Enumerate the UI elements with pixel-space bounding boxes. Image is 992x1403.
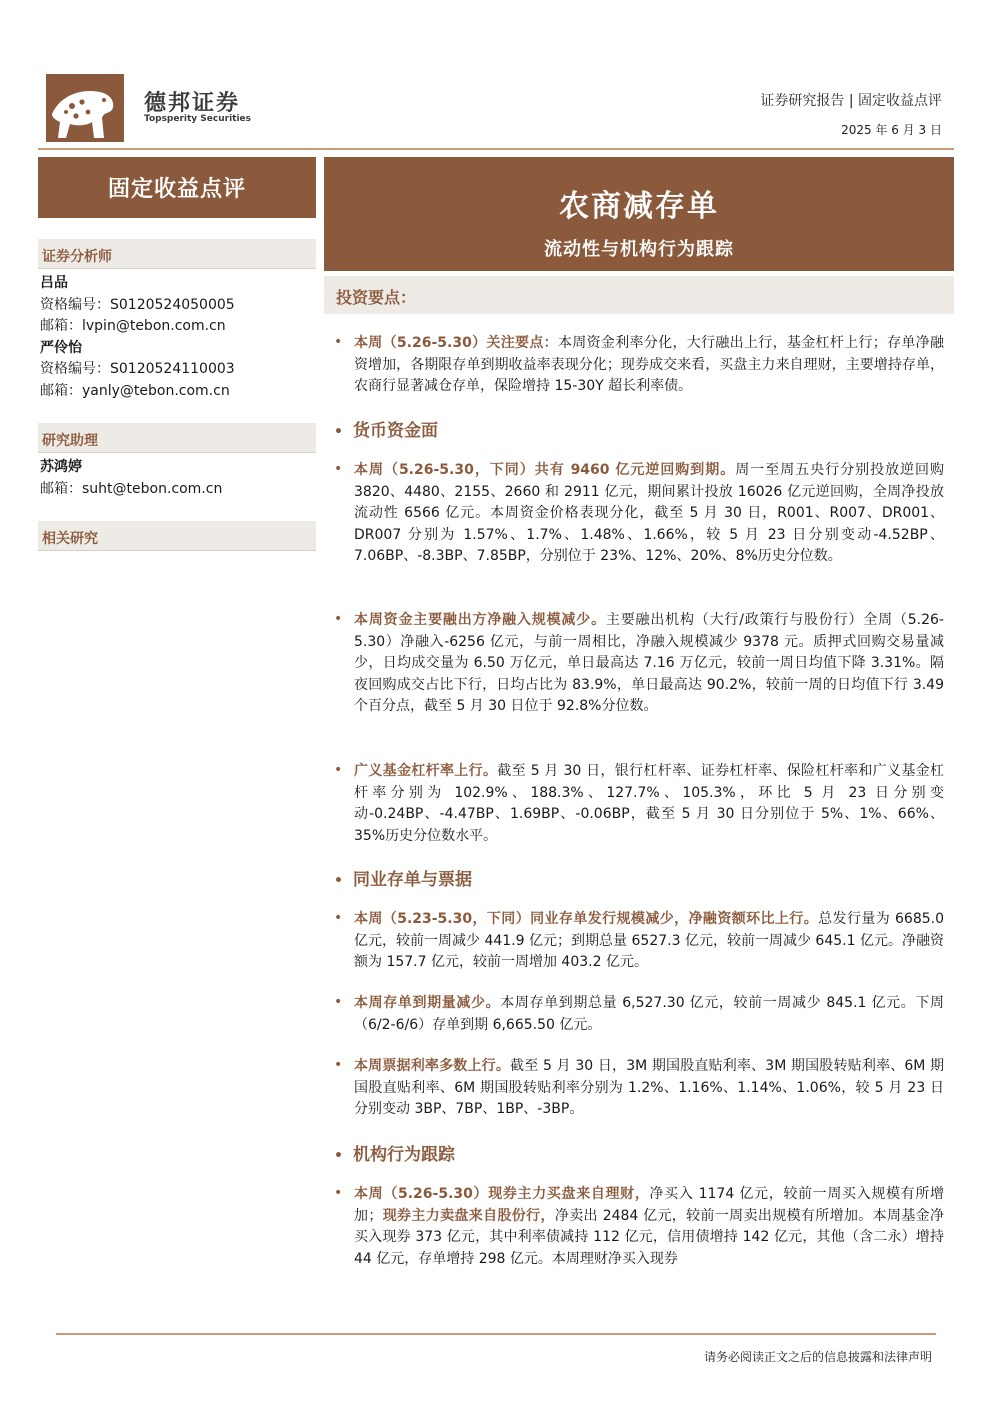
paragraph-bill-rates: 本周票据利率多数上行。截至 5 月 30 日，3M 期国股直贴利率、3M 期国股转贴利率、6M 期国股直贴利率、6M 期国股转贴利率分别为 1.2%、1.16%、1.14%、1.06%，较 5 月 23 日分别变动 3BP、7BP、1BP、-3BP。 (354, 1058, 944, 1117)
analyst-email[interactable]: 邮箱：lvpin@tebon.com.cn (40, 318, 226, 334)
section-institution-behavior: • 机构行为跟踪 (334, 1145, 455, 1165)
paragraph-weekly-focus: 本周（5.26-5.30）关注要点：本周资金利率分化，大行融出上行，基金杠杆上行；存单净融资增加，各期限存单到期收益率表现分化；现券成交来看，买盘主力来自理财，主要增持存单，农商行显著减仓存单，保险增持 15-30Y 超长利率债。 (354, 335, 944, 394)
assistant-info (40, 457, 222, 500)
assistant-header: 研究助理 (38, 423, 316, 453)
logo-chinese-name: 德邦证券 (144, 91, 241, 116)
bullet-icon: • (334, 461, 343, 477)
bullet-icon: • (334, 1148, 343, 1164)
company-logo (46, 74, 256, 144)
report-date: 2025 年 6 月 3 日 (841, 123, 942, 137)
paragraph-leverage: 广义基金杠杆率上行。截至 5 月 30 日，银行杠杆率、证券杠杆率、保险杠杆率和广义基金杠杆率分别为 102.9%、188.3%、127.7%、105.3%，环比 5 月 23 日分别变动-0.24BP、-4.47BP、1.69BP、-0.06BP，截至 5 月 30 日分别位于 5%、1%、66%、35%历史分位数水平。 (354, 763, 945, 844)
paragraph-cd-issuance: 本周（5.23-5.30，下同）同业存单发行规模减少，净融资额环比上行。总发行量为 6685.0 亿元，较前一周减少 441.9 亿元；到期总量 6527.3 亿元，较前一周减少 645.1 亿元。净融资额为 157.7 亿元，较前一周增加 403.2 亿元。 (354, 911, 944, 970)
bullet-icon: • (334, 910, 343, 926)
analyst-name: 吕品 (40, 275, 68, 291)
paragraph-reverse-repo: 本周（5.26-5.30，下同）共有 9460 亿元逆回购到期。周一至周五央行分别投放逆回购 3820、4480、2155、2660 和 2911 亿元，期间累计投放 16026 亿元逆回购，全周净投放流动性 6566 亿元。本周资金价格表现分化，截至 5 月 30 日，R001、R007、DR001、DR007 分别为 1.57%、1.7%、1.48%、1.66%，较 5 月 23 日分别变动-4.52BP、7.06BP、-8.3BP、7.85BP，分别位于 23%、12%、20%、8%历史分位数。 (354, 462, 945, 564)
paragraph-institution-trades: 本周（5.26-5.30）现券主力买盘来自理财，净买入 1174 亿元，较前一周买入规模有所增加；现券主力卖盘来自股份行，净卖出 2484 亿元，较前一周卖出规模有所增加。本周基金净买入现券 373 亿元，其中利率债减持 112 亿元，信用债增持 142 亿元，其他（含二永）增持 44 亿元，存单增持 298 亿元。本周理财净买入现券 (354, 1186, 945, 1267)
top-divider (38, 148, 954, 150)
analyst-cert: 资格编号：S0120524110003 (40, 361, 235, 377)
assistant-name: 苏鸿婷 (40, 459, 82, 475)
section-money-market: • 货币资金面 (334, 421, 438, 441)
bullet-icon: • (334, 424, 343, 440)
analyst-info (40, 273, 235, 402)
bullet-icon: • (334, 762, 343, 778)
bullet-icon: • (334, 1057, 343, 1073)
related-research-header: 相关研究 (38, 521, 316, 551)
analyst-header: 证券分析师 (38, 239, 316, 269)
paragraph-cd-maturity: 本周存单到期量减少。本周存单到期总量 6,527.30 亿元，较前一周减少 845.1 亿元。下周（6/2-6/6）存单到期 6,665.50 亿元。 (354, 995, 944, 1033)
paragraph-net-financing: 本周资金主要融出方净融入规模减少。主要融出机构（大行/政策行与股份行）全周（5.26-5.30）净融入-6256 亿元，与前一周相比，净融入规模减少 9378 元。质押式回购交易量减少，日均成交量为 6.50 万亿元，单日最高达 7.16 万亿元，较前一周日均值下降 3.31%。隔夜回购成交占比下行，日均占比为 83.9%，单日最高达 90.2%，较前一周的日均值下行 3.49 个百分点，截至 5 月 30 日位于 92.8%分位数。 (354, 612, 944, 714)
assistant-email[interactable]: 邮箱：suht@tebon.com.cn (40, 480, 223, 497)
analyst-name: 严伶怡 (40, 339, 82, 356)
analyst-email[interactable]: 邮箱：yanly@tebon.com.cn (40, 382, 230, 399)
logo-english-name: Topsperity Securities (144, 114, 251, 124)
bullet-icon: • (334, 334, 343, 350)
section-cd-and-bills: • 同业存单与票据 (334, 870, 472, 890)
leopard-logo-icon (46, 74, 124, 142)
title-banner (324, 157, 954, 271)
report-category-banner: 固定收益点评 (38, 157, 316, 218)
report-type: 证券研究报告 | 固定收益点评 (760, 93, 942, 109)
bullet-icon: • (334, 873, 343, 889)
bullet-icon: • (334, 1185, 343, 1201)
page-subtitle: 流动性与机构行为跟踪 (544, 239, 734, 260)
page-title: 农商减存单 (559, 189, 719, 224)
key-points-header: 投资要点： (324, 276, 954, 314)
disclaimer-footer: 请务必阅读正文之后的信息披露和法律声明 (703, 1350, 932, 1364)
bullet-icon: • (334, 611, 343, 627)
bottom-divider (56, 1333, 936, 1335)
analyst-cert: 资格编号：S0120524050005 (40, 296, 235, 313)
bullet-icon: • (334, 994, 343, 1010)
